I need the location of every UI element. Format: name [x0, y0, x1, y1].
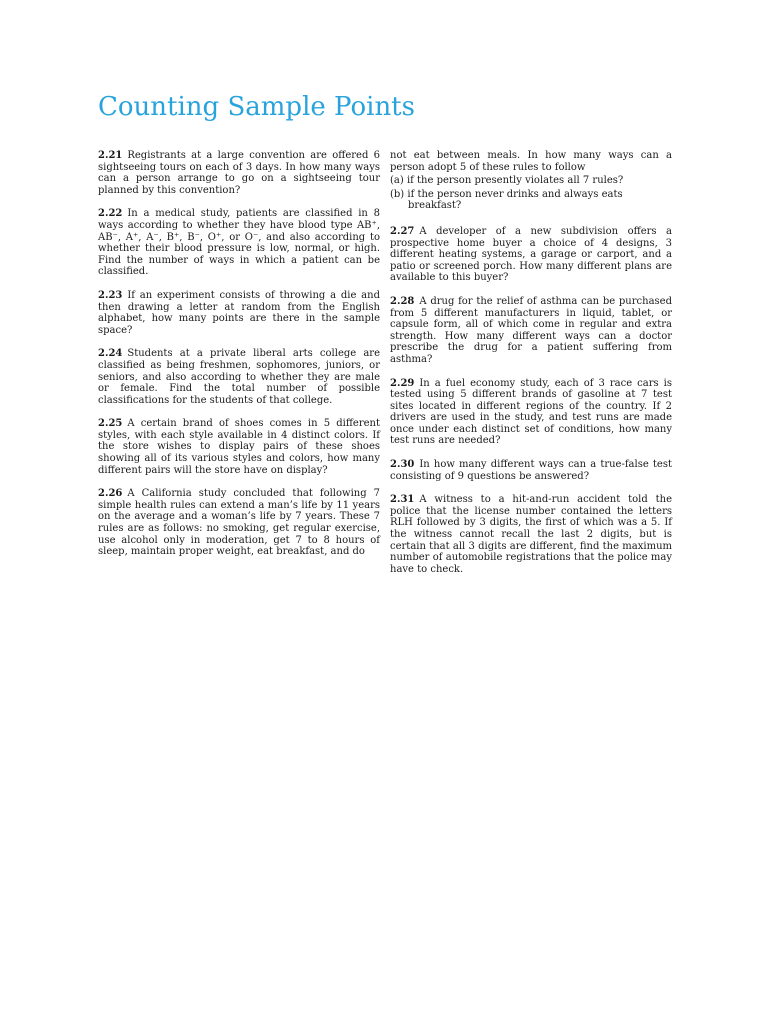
exercise-2-23 — [98, 290, 380, 336]
exercise-text: In how many different ways can a true-false test consisting of 9 questions be answered? — [390, 459, 672, 482]
exercise-number: 2.28 — [390, 295, 415, 307]
exercise-text: If an experiment consists of throwing a die and then drawing a letter at random from the English alphabet, how many points are there in the sample space? — [98, 289, 380, 336]
exercise-2-24 — [98, 348, 380, 406]
exercise-2-22 — [98, 208, 380, 278]
exercise-number: 2.24 — [98, 348, 123, 360]
exercise-text: Students at a private liberal arts college are classified as being freshmen, sophomores, juniors, or seniors, and also according to whether they are male or female. Find the total number of possible classifications for the students of that college. — [98, 348, 380, 406]
exercise-2-30 — [390, 459, 672, 482]
exercise-2-25 — [98, 418, 380, 476]
exercise-number: 2.23 — [98, 289, 123, 301]
exercise-text: A certain brand of shoes comes in 5 different styles, with each style available in 4 distinct colors. If the store wishes to display pairs of these shoes showing all of its various styles and colors, how many different pairs will the store have on display? — [98, 418, 380, 476]
exercise-text: In a medical study, patients are classified in 8 ways according to whether they have blood type AB⁺, AB⁻, A⁺, A⁻, B⁺, B⁻, O⁺, or O⁻, and also according to whether their blood pressure is low, normal, or high. Find the number of ways in which a patient can be classified. — [98, 208, 380, 278]
exercise-2-28 — [390, 296, 672, 366]
exercise-number: 2.26 — [98, 488, 123, 500]
exercise-2-26-continuation: not eat between meals. In how many ways can a person adopt 5 of these rules to follow — [390, 150, 672, 173]
exercise-2-27 — [390, 226, 672, 284]
exercise-text: A California study concluded that following 7 simple health rules can extend a man’s life by 11 years on the average and a woman’s life by 7 years. These 7 rules are as follows: no smoking, get regular exercise, use alcohol only in moderation, get 7 to 8 hours of sleep, maintain proper weight, eat breakfast, and do — [98, 488, 380, 558]
exercise-number: 2.22 — [98, 208, 123, 220]
exercise-text: A witness to a hit-and-run accident told the police that the license number contained the letters RLH followed by 3 digits, the first of which was a 5. If the witness cannot recall the last 2 digits, but is certain that all 3 digits are different, find the maximum number of automobile registrations that the police may have to check. — [390, 494, 672, 575]
exercise-part-a: (a) if the person presently violates all 7 rules? — [390, 175, 624, 187]
exercise-number: 2.27 — [390, 225, 415, 237]
exercise-number: 2.25 — [98, 418, 123, 430]
right-column — [390, 150, 672, 587]
exercise-2-26-parts — [390, 175, 672, 212]
exercise-text: A developer of a new subdivision offers a prospective home buyer a choice of 4 designs, 3 different heating systems, a garage or carport, and a patio or screened porch. How many different plans are available to this buyer? — [390, 225, 672, 284]
exercise-2-31 — [390, 494, 672, 575]
page-title: Counting Sample Points — [98, 92, 415, 122]
exercise-text: Registrants at a large convention are offered 6 sightseeing tours on each of 3 days. In how many ways can a person arrange to go on a sightseeing tour planned by this convention? — [98, 150, 380, 196]
left-column — [98, 150, 380, 570]
exercise-number: 2.31 — [390, 494, 415, 506]
exercise-number: 2.30 — [390, 459, 415, 471]
exercise-text: A drug for the relief of asthma can be purchased from 5 different manufacturers in liquid, tablet, or capsule form, all of which come in regular and extra strength. How many different ways can a doctor prescribe the drug for a patient suffering from asthma? — [390, 295, 672, 365]
exercise-text: In a fuel economy study, each of 3 race cars is tested using 5 different brands of gasoline at 7 test sites located in different regions of the country. If 2 drivers are used in the study, and test runs are made once under each distinct set of conditions, how many test runs are needed? — [390, 377, 672, 447]
exercise-number: 2.21 — [98, 150, 123, 161]
exercise-part-b: (b) if the person never drinks and always eats breakfast? — [390, 188, 623, 212]
exercise-2-21 — [98, 150, 380, 196]
exercise-number: 2.29 — [390, 377, 415, 389]
exercise-2-26 — [98, 488, 380, 558]
exercise-2-29 — [390, 378, 672, 448]
